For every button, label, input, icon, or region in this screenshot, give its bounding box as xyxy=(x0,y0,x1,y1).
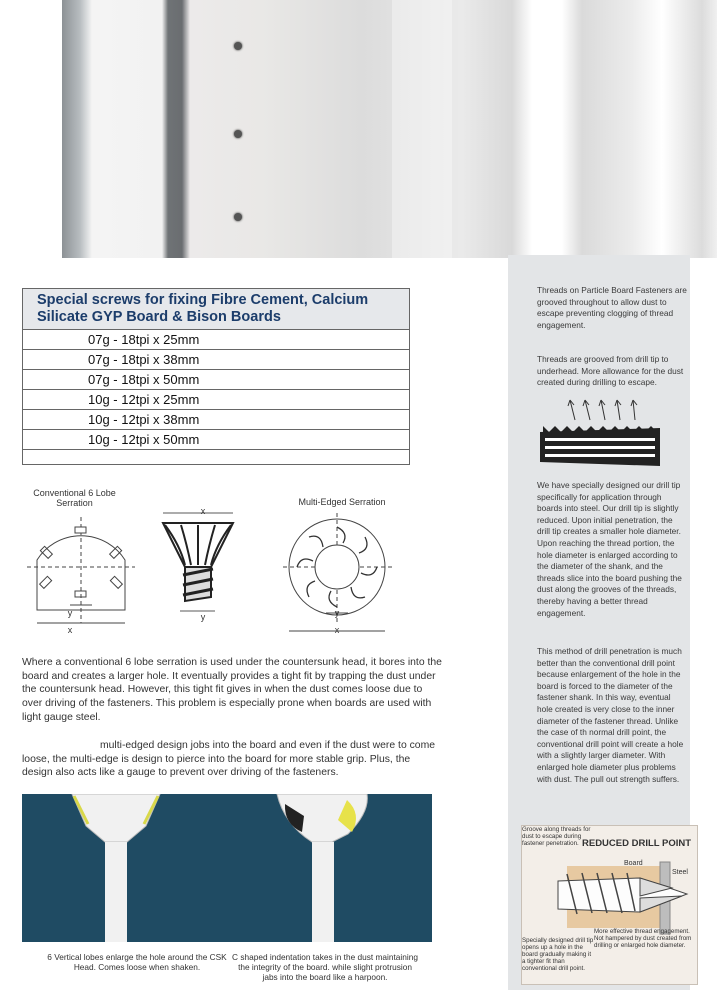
dimension-x: x xyxy=(334,625,340,635)
conventional-label: Conventional 6 Lobe Serration xyxy=(33,488,116,508)
side-text-3: We have specially designed our drill tip specifically for application through boards into steel. Our drill tip is slightly reduced. Upon initial penetration, the drill tip creates a smaller hole diameter. Upon reaching the thread portion, the hole diameter is enlarged according to the diameter of the shank, and the threads slice into the board pushing the dust along the grooves of the threads, thereby having a better thread engagement. xyxy=(537,480,682,618)
side-text-4: This method of drill penetration is much better than the conventional drill point because enlargement of the hole in the board is forced to the diameter of the fastener shank. In this way, eventual hole created is very close to the inner diameter of the fastener thread. Unlike the case of th normal drill point, the conventional drill point will create a hole with a slightly larger diameter. With enlarged hole diameter plus problems with dust. The pull out strength suffers. xyxy=(537,646,684,784)
board-photo xyxy=(62,0,717,258)
multi-edged-label: Multi-Edged Serration xyxy=(298,497,386,507)
caption-left: 6 Vertical lobes enlarge the hole around the CSK Head. Comes loose when shaken. xyxy=(47,952,227,972)
screw-head xyxy=(234,213,242,221)
table-row xyxy=(23,450,409,464)
table-row: 10g - 12tpi x 25mm xyxy=(23,390,409,410)
side-text-1: Threads on Particle Board Fasteners are grooved throughout to allow dust to escape preventing clogging of thread engagement. xyxy=(537,285,687,330)
conventional-serration-drawing xyxy=(27,517,135,623)
caption-right: C shaped indentation takes in the dust maintaining the integrity of the board. while slight protrusion jabs into the board like a harpoon. xyxy=(232,952,418,982)
spec-table xyxy=(22,288,410,465)
board-label: Board xyxy=(624,860,643,867)
table-row: 07g - 18tpi x 50mm xyxy=(23,370,409,390)
dimension-x: x xyxy=(67,625,73,635)
screw-head xyxy=(234,130,242,138)
serration-diagrams xyxy=(15,505,425,640)
screw-head xyxy=(234,42,242,50)
paragraph-conventional: Where a conventional 6 lobe serration is used under the countersunk head, it bores into the board and creates a larger hole. It eventually provides a tight fit by trapping the dust under the countersunk head. However, this tight fit gives in when the dust comes loose due to over driving of the fasteners. This problem is especially prone when boards are used with light gauge steel. xyxy=(22,657,442,723)
thread-grooves-drawing xyxy=(535,392,685,472)
reduced-drill-point-box xyxy=(521,825,698,985)
table-row: 10g - 12tpi x 50mm xyxy=(23,430,409,450)
steel-label: Steel xyxy=(672,869,688,876)
side-text-2: Threads are grooved from drill tip to underhead. More allowance for the dust created during drilling to escape. xyxy=(537,354,684,388)
dimension-y: y xyxy=(67,608,73,618)
effective-note: More effective thread engagement. Not hampered by dust created from drilling or enlarged hole diameter. xyxy=(594,928,692,949)
screw-head-drawing xyxy=(163,513,233,611)
table-title: Special screws for fixing Fibre Cement, Calcium Silicate GYP Board & Bison Boards xyxy=(23,289,409,330)
dimension-y: y xyxy=(200,612,206,622)
table-row: 10g - 12tpi x 38mm xyxy=(23,410,409,430)
table-row: 07g - 18tpi x 38mm xyxy=(23,350,409,370)
paragraph-multi-edged: multi-edged design jobs into the board and even if the dust were to come loose, the multi-edge is design to pierce into the board for more stable grip. Plus, the design also acts like a gauge to prevent over driving of the fasteners. xyxy=(22,740,436,779)
cross-section-diagram xyxy=(22,794,432,942)
special-tip-note: Specially designed drill tip opens up a hole in the board gradually making it a tighter fit than conventional drill point. xyxy=(522,937,594,972)
groove-note: Groove along threads for dust to escape during fastener penetration. xyxy=(522,826,591,847)
table-row: 07g - 18tpi x 25mm xyxy=(23,330,409,350)
dimension-x: x xyxy=(200,506,206,516)
dimension-y: y xyxy=(334,608,340,618)
drill-title: REDUCED DRILL POINT xyxy=(582,838,692,849)
